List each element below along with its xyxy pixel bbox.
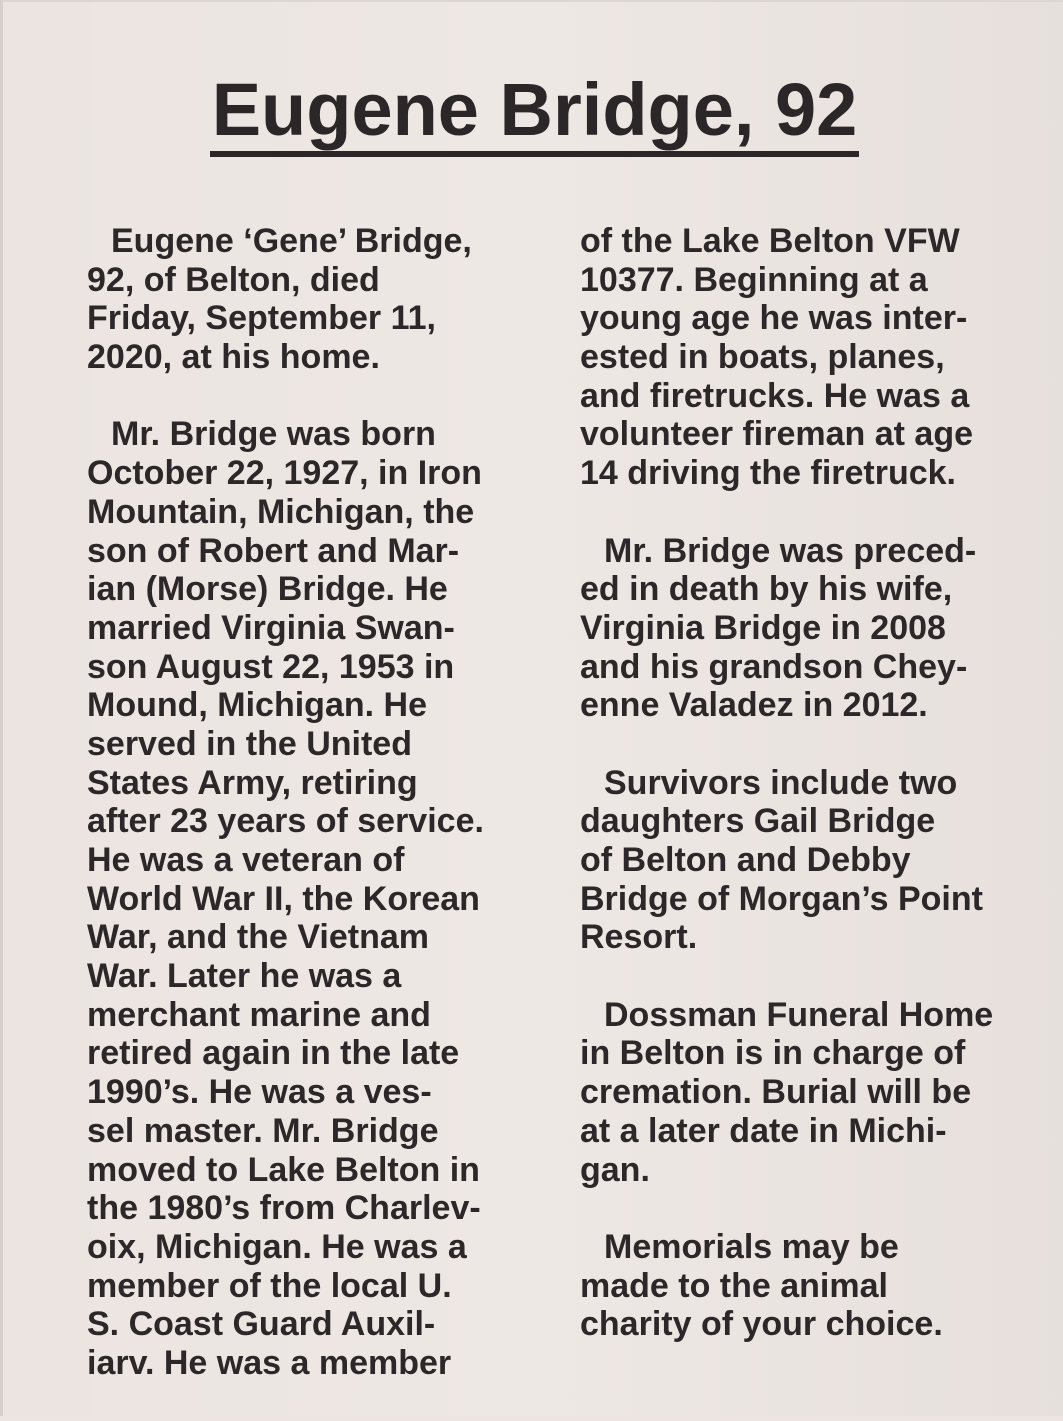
text-line: 1990’s. He was a ves- — [87, 1073, 432, 1112]
text-line: Resort. — [580, 918, 698, 957]
text-line: moved to Lake Belton in — [87, 1150, 480, 1189]
text-line: Friday, September 11, — [87, 299, 436, 338]
text-line: October 22, 1927, in Iron — [87, 454, 482, 493]
text-line: served in the United — [87, 724, 412, 763]
text-line: Survivors include two — [604, 763, 958, 802]
paragraph — [580, 222, 1050, 493]
text-line: Mr. Bridge was preced- — [604, 531, 977, 570]
obituary-headline — [3, 68, 1063, 152]
text-line: World War II, the Korean — [87, 879, 480, 918]
text-line: Mound, Michigan. He — [87, 686, 427, 725]
text-line: the 1980’s from Charlev- — [87, 1189, 481, 1228]
text-line: and his grandson Chey- — [580, 647, 968, 686]
text-line: ian (Morse) Bridge. He — [87, 570, 448, 609]
text-line: States Army, retiring — [87, 763, 418, 802]
paragraph — [580, 532, 1050, 725]
text-line: cremation. Burial will be — [580, 1073, 972, 1112]
text-line: Mr. Bridge was born — [111, 415, 436, 454]
text-line: young age he was inter- — [580, 299, 968, 338]
text-line: merchant marine and — [87, 995, 431, 1034]
text-line: in Belton is in charge of — [580, 1034, 966, 1073]
text-line: ed in death by his wife, — [580, 570, 953, 609]
text-line: volunteer fireman at age — [580, 415, 974, 454]
text-line: enne Valadez in 2012. — [580, 686, 928, 725]
right-column — [580, 222, 1050, 1383]
text-line: and firetrucks. He was a — [580, 376, 970, 415]
text-line: Dossman Funeral Home — [604, 995, 994, 1034]
text-line: oix, Michigan. He was a — [87, 1227, 467, 1266]
paragraph — [87, 222, 557, 377]
text-line: member of the local U. — [87, 1266, 452, 1305]
text-line: S. Coast Guard Auxil- — [87, 1305, 436, 1344]
text-line: He was a veteran of — [87, 841, 405, 879]
text-line: 2020, at his home. — [87, 338, 380, 377]
text-line: sel master. Mr. Bridge — [87, 1111, 439, 1150]
text-line: at a later date in Michi- — [580, 1111, 947, 1150]
text-line: of the Lake Belton VFW — [580, 222, 960, 260]
text-line: War. Later he was a — [87, 957, 402, 996]
text-line: son August 22, 1953 in — [87, 647, 455, 686]
text-line: War, and the Vietnam — [87, 918, 429, 957]
text-line: retired again in the late — [87, 1034, 460, 1073]
text-line: 14 driving the firetruck. — [580, 454, 956, 493]
paragraph — [580, 1228, 1050, 1344]
text-line: son of Robert and Mar- — [87, 531, 460, 570]
text-line: Mountain, Michigan, the — [87, 492, 475, 531]
text-line: ested in boats, planes, — [580, 338, 945, 377]
text-line: Memorials may be — [604, 1227, 899, 1266]
text-line: made to the animal — [580, 1266, 888, 1305]
text-line: of Belton and Debby — [580, 841, 911, 879]
paragraph — [87, 415, 557, 1382]
paragraph — [580, 996, 1050, 1189]
text-line: Eugene ‘Gene’ Bridge, — [111, 222, 472, 260]
text-line: gan. — [580, 1150, 650, 1189]
paragraph — [580, 764, 1050, 957]
text-line: after 23 years of service. — [87, 802, 484, 841]
text-line: 10377. Beginning at a — [580, 260, 928, 299]
text-line: 92, of Belton, died — [87, 260, 380, 299]
text-line: Virginia Bridge in 2008 — [580, 608, 946, 647]
headline-text: Eugene Bridge, 92 — [210, 68, 860, 157]
text-line: charity of your choice. — [580, 1305, 943, 1344]
text-line: Bridge of Morgan’s Point — [580, 879, 983, 918]
text-line: iarv. He was a member — [87, 1343, 452, 1382]
left-column — [87, 222, 557, 1421]
text-line: married Virginia Swan- — [87, 608, 455, 647]
text-line: daughters Gail Bridge — [580, 802, 936, 841]
